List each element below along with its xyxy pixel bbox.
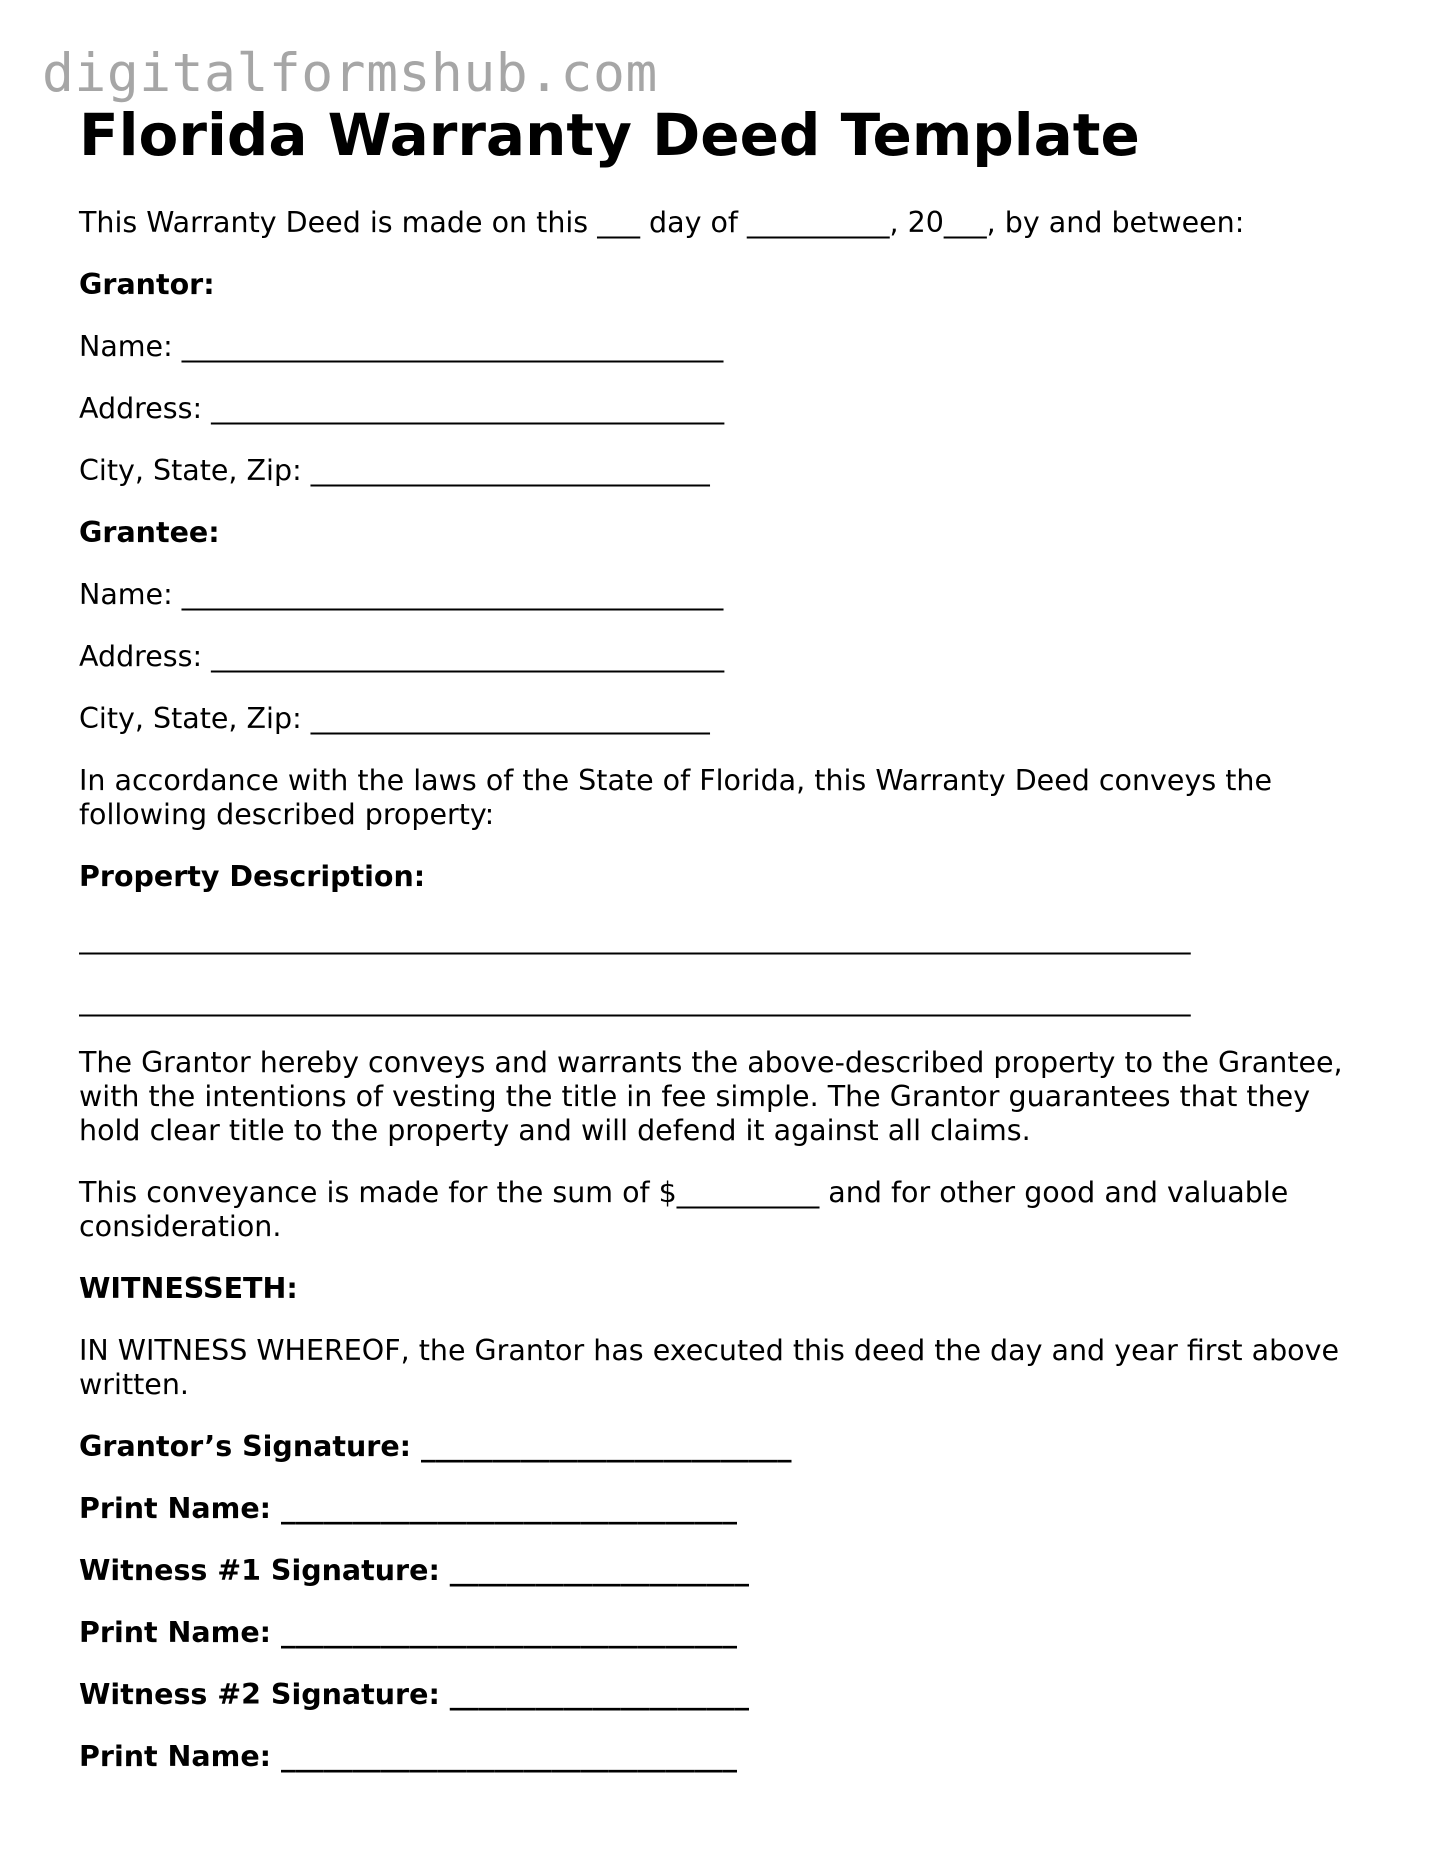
document-page xyxy=(79,100,1379,1774)
document-title: Florida Warranty Deed Template xyxy=(79,101,1140,169)
witness-2-print-name-line: Print Name: ________________________________ xyxy=(79,1740,737,1773)
grantor-name-field: Name: ______________________________________ xyxy=(79,330,724,363)
property-line-1: ______________________________________________________________________________ xyxy=(79,922,1191,955)
grantee-heading: Grantee: xyxy=(79,516,220,549)
intro-line: This Warranty Deed is made on this ___ day of __________, 20___, by and between: xyxy=(79,206,1245,239)
in-witness-paragraph: IN WITNESS WHEREOF, the Grantor has executed this deed the day and year first above written. xyxy=(79,1334,1339,1401)
property-description-heading: Property Description: xyxy=(79,860,426,893)
grantor-address-field: Address: ____________________________________ xyxy=(79,392,725,425)
witness-1-signature-line: Witness #1 Signature: _____________________ xyxy=(79,1554,750,1587)
grantor-heading: Grantor: xyxy=(79,268,215,301)
grantee-name-field: Name: ______________________________________ xyxy=(79,578,724,611)
conveyance-paragraph: The Grantor hereby conveys and warrants the above-described property to the Grantee, with the intentions of vesting the title in fee simple. The Grantor guarantees that they hold clear title to the property and will defend it against all claims. xyxy=(79,1046,1343,1147)
grantee-city-field: City, State, Zip: ____________________________ xyxy=(79,702,710,735)
accordance-paragraph: In accordance with the laws of the State of Florida, this Warranty Deed conveys the following described property: xyxy=(79,764,1272,831)
witness-1-print-name-line: Print Name: ________________________________ xyxy=(79,1616,737,1649)
watermark-text: digitalformshub.com xyxy=(42,43,658,104)
grantor-signature-line: Grantor’s Signature: __________________________ xyxy=(79,1430,792,1463)
grantor-city-field: City, State, Zip: ____________________________ xyxy=(79,454,710,487)
grantor-print-name-line: Print Name: ________________________________ xyxy=(79,1492,737,1525)
grantee-address-field: Address: ____________________________________ xyxy=(79,640,725,673)
property-description-lines xyxy=(79,922,1379,1018)
property-line-2: ______________________________________________________________________________ xyxy=(79,984,1191,1017)
witness-2-signature-line: Witness #2 Signature: _____________________ xyxy=(79,1678,750,1711)
consideration-paragraph: This conveyance is made for the sum of $__________ and for other good and valuable consideration. xyxy=(79,1176,1289,1243)
witnesseth-heading: WITNESSETH: xyxy=(79,1272,298,1305)
